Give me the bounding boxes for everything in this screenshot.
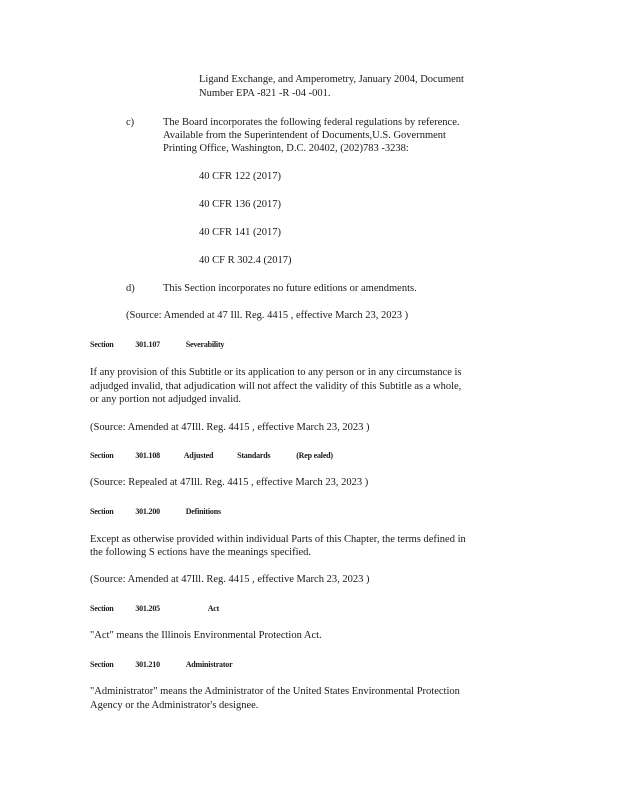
section-number: 301.210	[135, 660, 160, 669]
paragraph-line: "Act" means the Illinois Environmental Protection Act.	[90, 630, 322, 641]
section-word: Section	[90, 340, 114, 349]
section-number: 301.107	[135, 340, 160, 349]
section-title: Administrator	[185, 660, 233, 669]
source-note: (Source: Amended at 47 Ill. Reg. 4415 , effective March 23, 2023 )	[126, 310, 409, 321]
item-c-line-2: Available from the Superintendent of Documents,U.S. Government	[163, 130, 446, 141]
item-c-label: c)	[126, 117, 135, 128]
cfr-entry: 40 CFR 136 (2017)	[199, 199, 281, 210]
section-title: Act	[207, 604, 220, 613]
cfr-entry: 40 CF R 302.4 (2017)	[199, 255, 292, 266]
cfr-entry: 40 CFR 141 (2017)	[199, 227, 281, 238]
source-note: (Source: Repealed at 47Ill. Reg. 4415 , effective March 23, 2023 )	[90, 477, 369, 488]
paragraph-line: Except as otherwise provided within individual Parts of this Chapter, the terms defined in	[90, 534, 466, 545]
section-number: 301.205	[135, 604, 160, 613]
source-note: (Source: Amended at 47Ill. Reg. 4415 , effective March 23, 2023 )	[90, 422, 370, 433]
section-heading-108	[90, 451, 333, 461]
section-title: (Rep ealed)	[296, 451, 333, 460]
item-d-text: This Section incorporates no future editions or amendments.	[163, 283, 417, 294]
section-title: Standards	[237, 451, 271, 460]
section-title: Severability	[185, 340, 225, 349]
section-word: Section	[90, 451, 114, 460]
section-heading-205	[90, 604, 219, 614]
section-heading-107	[90, 340, 224, 350]
paragraph-line: If any provision of this Subtitle or its application to any person or in any circumstance is	[90, 367, 462, 378]
source-note: (Source: Amended at 47Ill. Reg. 4415 , effective March 23, 2023 )	[90, 574, 370, 585]
item-c-line-3: Printing Office, Washington, D.C. 20402, (202)783 -3238:	[163, 143, 409, 154]
item-c-line-1: The Board incorporates the following federal regulations by reference.	[163, 117, 460, 128]
section-title: Definitions	[185, 507, 221, 516]
paragraph-line: the following S ections have the meanings specified.	[90, 547, 312, 558]
section-title: Adjusted	[183, 451, 214, 460]
paragraph-line: adjudged invalid, that adjudication will not affect the validity of this Subtitle as a whole,	[90, 381, 462, 392]
continuation-line-2: Number EPA -821 -R -04 -001.	[199, 88, 331, 99]
section-word: Section	[90, 604, 114, 613]
section-number: 301.200	[135, 507, 160, 516]
section-heading-200	[90, 507, 221, 517]
paragraph-line: or any portion not adjudged invalid.	[90, 394, 242, 405]
cfr-entry: 40 CFR 122 (2017)	[199, 171, 281, 182]
section-number: 301.108	[135, 451, 160, 460]
item-d-label: d)	[126, 283, 135, 294]
continuation-line-1: Ligand Exchange, and Amperometry, January 2004, Document	[199, 74, 464, 85]
section-heading-210	[90, 660, 232, 670]
section-word: Section	[90, 660, 114, 669]
paragraph-line: Agency or the Administrator's designee.	[90, 700, 259, 711]
section-word: Section	[90, 507, 114, 516]
paragraph-line: "Administrator" means the Administrator of the United States Environmental Protection	[90, 686, 460, 697]
